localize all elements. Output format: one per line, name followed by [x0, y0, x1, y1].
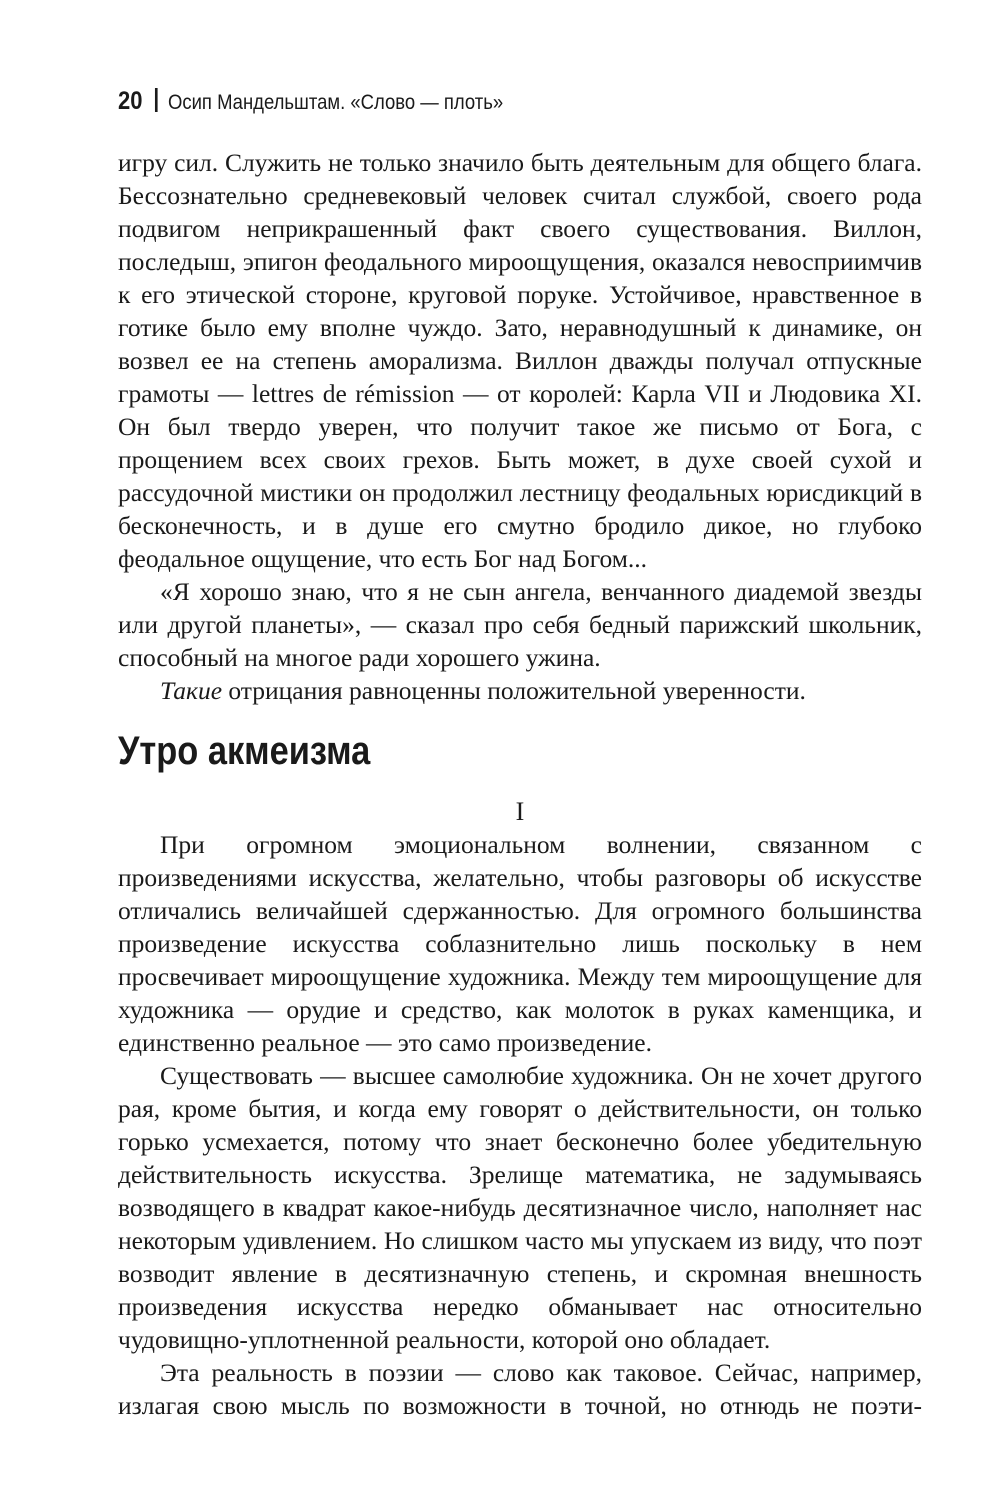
paragraph-text: отрицания равноценны положительной уверенности. — [222, 676, 806, 705]
paragraph: Существовать — высшее самолюбие художника. Он не хочет другого рая, кроме бытия, и когда ему говорят о действительности, он только горько усмехается, потому что знает бесконечно более убедительную действительность искусства. Зрелище математика, не задумываясь возводящего в квадрат какое-нибудь десятизначное число, наполняет нас некоторым удивлением. Но слишком часто мы упускаем из виду, что поэт возводит явление в десятизначную степень, и скромная внешность произведения искусства нередко обманывает нас относительно чудовищно-уплотненной реальности, которой оно обладает. — [118, 1061, 922, 1354]
running-head — [118, 86, 503, 118]
paragraph: «Я хорошо знаю, что я не сын ангела, венчанного диадемой звезды или другой планеты», — сказал про себя бедный парижский школьник, способный на многое ради хорошего ужина. — [118, 577, 922, 672]
running-title: Осип Мандельштам. «Слово — плоть» — [167, 91, 504, 114]
section-heading: Утро акмеизма — [118, 729, 371, 773]
paragraph: Эта реальность в поэзии — слово как таковое. Сейчас, например, излагая свою мысль по возможности в точной, но отнюдь не поэти- — [118, 1358, 922, 1420]
page-number: 20 — [118, 87, 143, 115]
italic-emphasis: Такие — [160, 676, 223, 705]
header-separator — [155, 88, 158, 112]
continued-text-block — [118, 146, 922, 707]
paragraph — [118, 674, 922, 707]
paragraph: При огромном эмоциональном волнении, связанном с произведениями искусства, желательно, чтобы разговоры об искусстве отличались величайшей сдержанностью. Для огромного большинства произведение искусства соблазнительно лишь поскольку в нем просвечивает мироощущение художника. Между тем мироощущение для художника — орудие и средство, как молоток в руках каменщика, и единственно реальное — это само произведение. — [118, 830, 922, 1057]
paragraph: игру сил. Служить не только значило быть деятельным для общего блага. Бессознательно средневековый человек считал службой, своего рода подвигом неприкрашенный факт своего существования. Виллон, последыш, эпигон феодального мироощущения, оказался невосприимчив к его этической стороне, круговой поруке. Устойчивое, нравственное в готике было ему вполне чуждо. Зато, неравнодушный к динамике, он возвел ее на степень аморализма. Виллон дважды получал отпускные грамоты — lettres de rémission — от королей: Карла VII и Людовика XI. Он был твердо уверен, что получит такое же письмо от Бога, с прощением всех своих грехов. Быть может, в духе своей сухой и рассудочной мистики он продолжил лестницу феодальных юрисдикций в бесконечность, и в душе его смутно бродило дикое, но глубоко феодальное ощущение, что есть Бог над Богом... — [118, 148, 922, 573]
part-numeral: I — [515, 797, 525, 826]
section-text-block — [118, 828, 922, 1422]
